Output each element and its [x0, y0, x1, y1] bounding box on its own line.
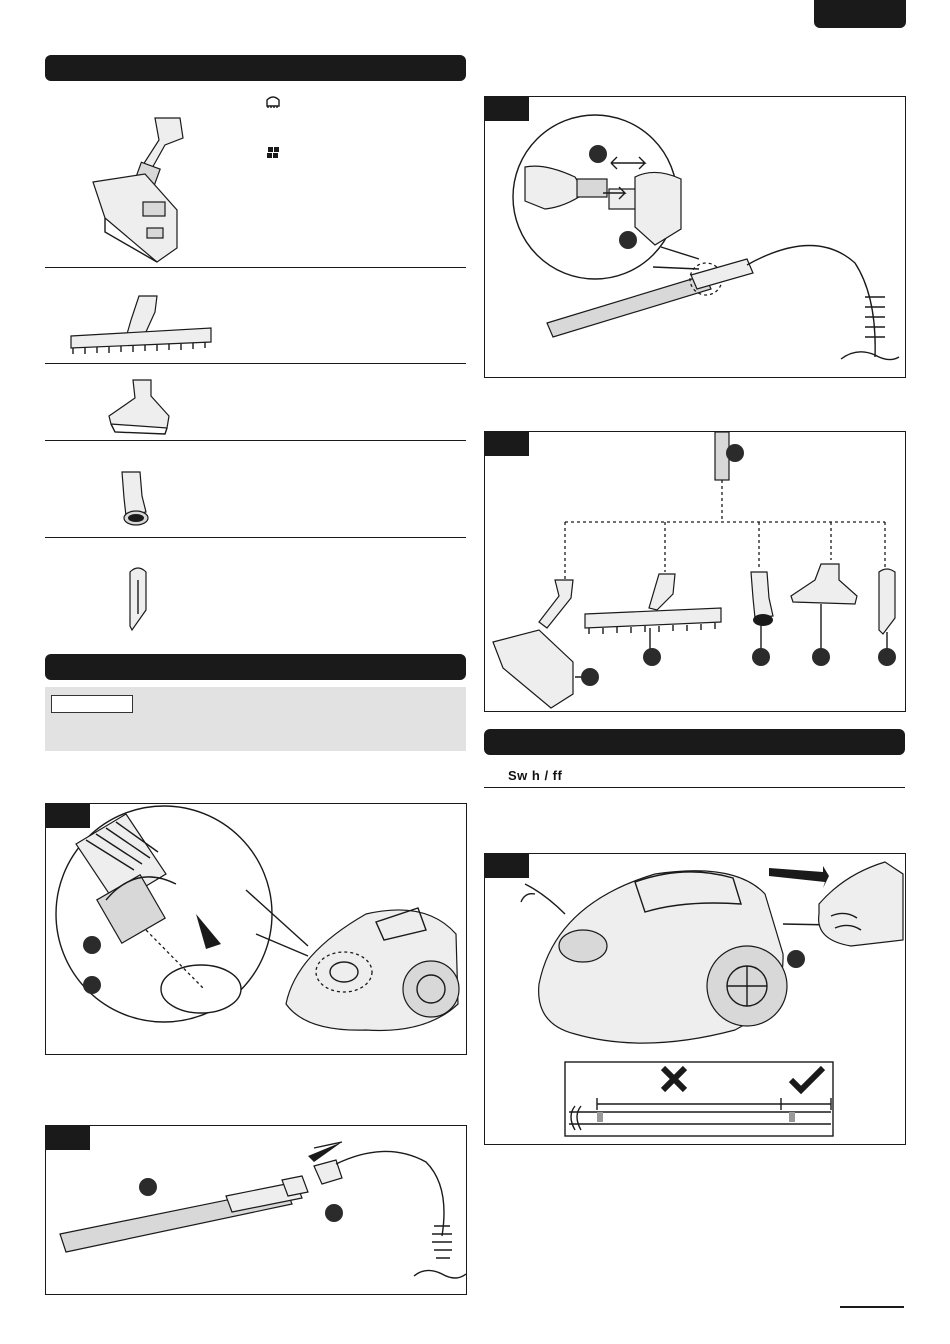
- note-label: [51, 695, 133, 713]
- carpet-icon: [265, 94, 281, 108]
- divider: [45, 267, 466, 268]
- callout-marker: [589, 145, 607, 163]
- callout-marker: [726, 444, 744, 462]
- callout-marker: [581, 668, 599, 686]
- switch-on-off-heading: Sw h / ff: [508, 768, 563, 783]
- callout-marker: [878, 648, 896, 666]
- callout-marker: [787, 950, 805, 968]
- floor-nozzle-illustration: [85, 110, 205, 265]
- divider: [484, 787, 905, 788]
- parquet-brush-illustration: [65, 290, 215, 360]
- callout-marker: [812, 648, 830, 666]
- usage-section-bar: [484, 729, 905, 755]
- upholstery-nozzle-illustration: [105, 376, 175, 436]
- step-panel-tube-connect: [45, 1125, 467, 1295]
- callout-marker: [325, 1204, 343, 1222]
- cross-mark-icon: [657, 1062, 691, 1096]
- dusting-brush-illustration: [112, 468, 157, 528]
- callout-marker: [619, 231, 637, 249]
- callout-marker: [83, 976, 101, 994]
- accessories-section-bar: [45, 55, 466, 81]
- callout-marker: [83, 936, 101, 954]
- callout-marker: [139, 1178, 157, 1196]
- page-footer-rule: [840, 1306, 904, 1308]
- step-panel-attach-accessory: [484, 431, 906, 712]
- step-panel-hose-connect: [45, 803, 467, 1055]
- divider: [45, 440, 466, 441]
- callout-marker: [752, 648, 770, 666]
- crevice-tool-illustration: [118, 564, 158, 634]
- divider: [45, 537, 466, 538]
- divider: [45, 363, 466, 364]
- language-tab: [814, 0, 906, 28]
- step-panel-power-cord: [484, 853, 906, 1145]
- callout-marker: [643, 648, 661, 666]
- note-box: [45, 687, 466, 751]
- check-mark-icon: [787, 1064, 827, 1096]
- hard-floor-icon: [265, 146, 281, 160]
- step-panel-telescopic-tube: [484, 96, 906, 378]
- assembly-section-bar: [45, 654, 466, 680]
